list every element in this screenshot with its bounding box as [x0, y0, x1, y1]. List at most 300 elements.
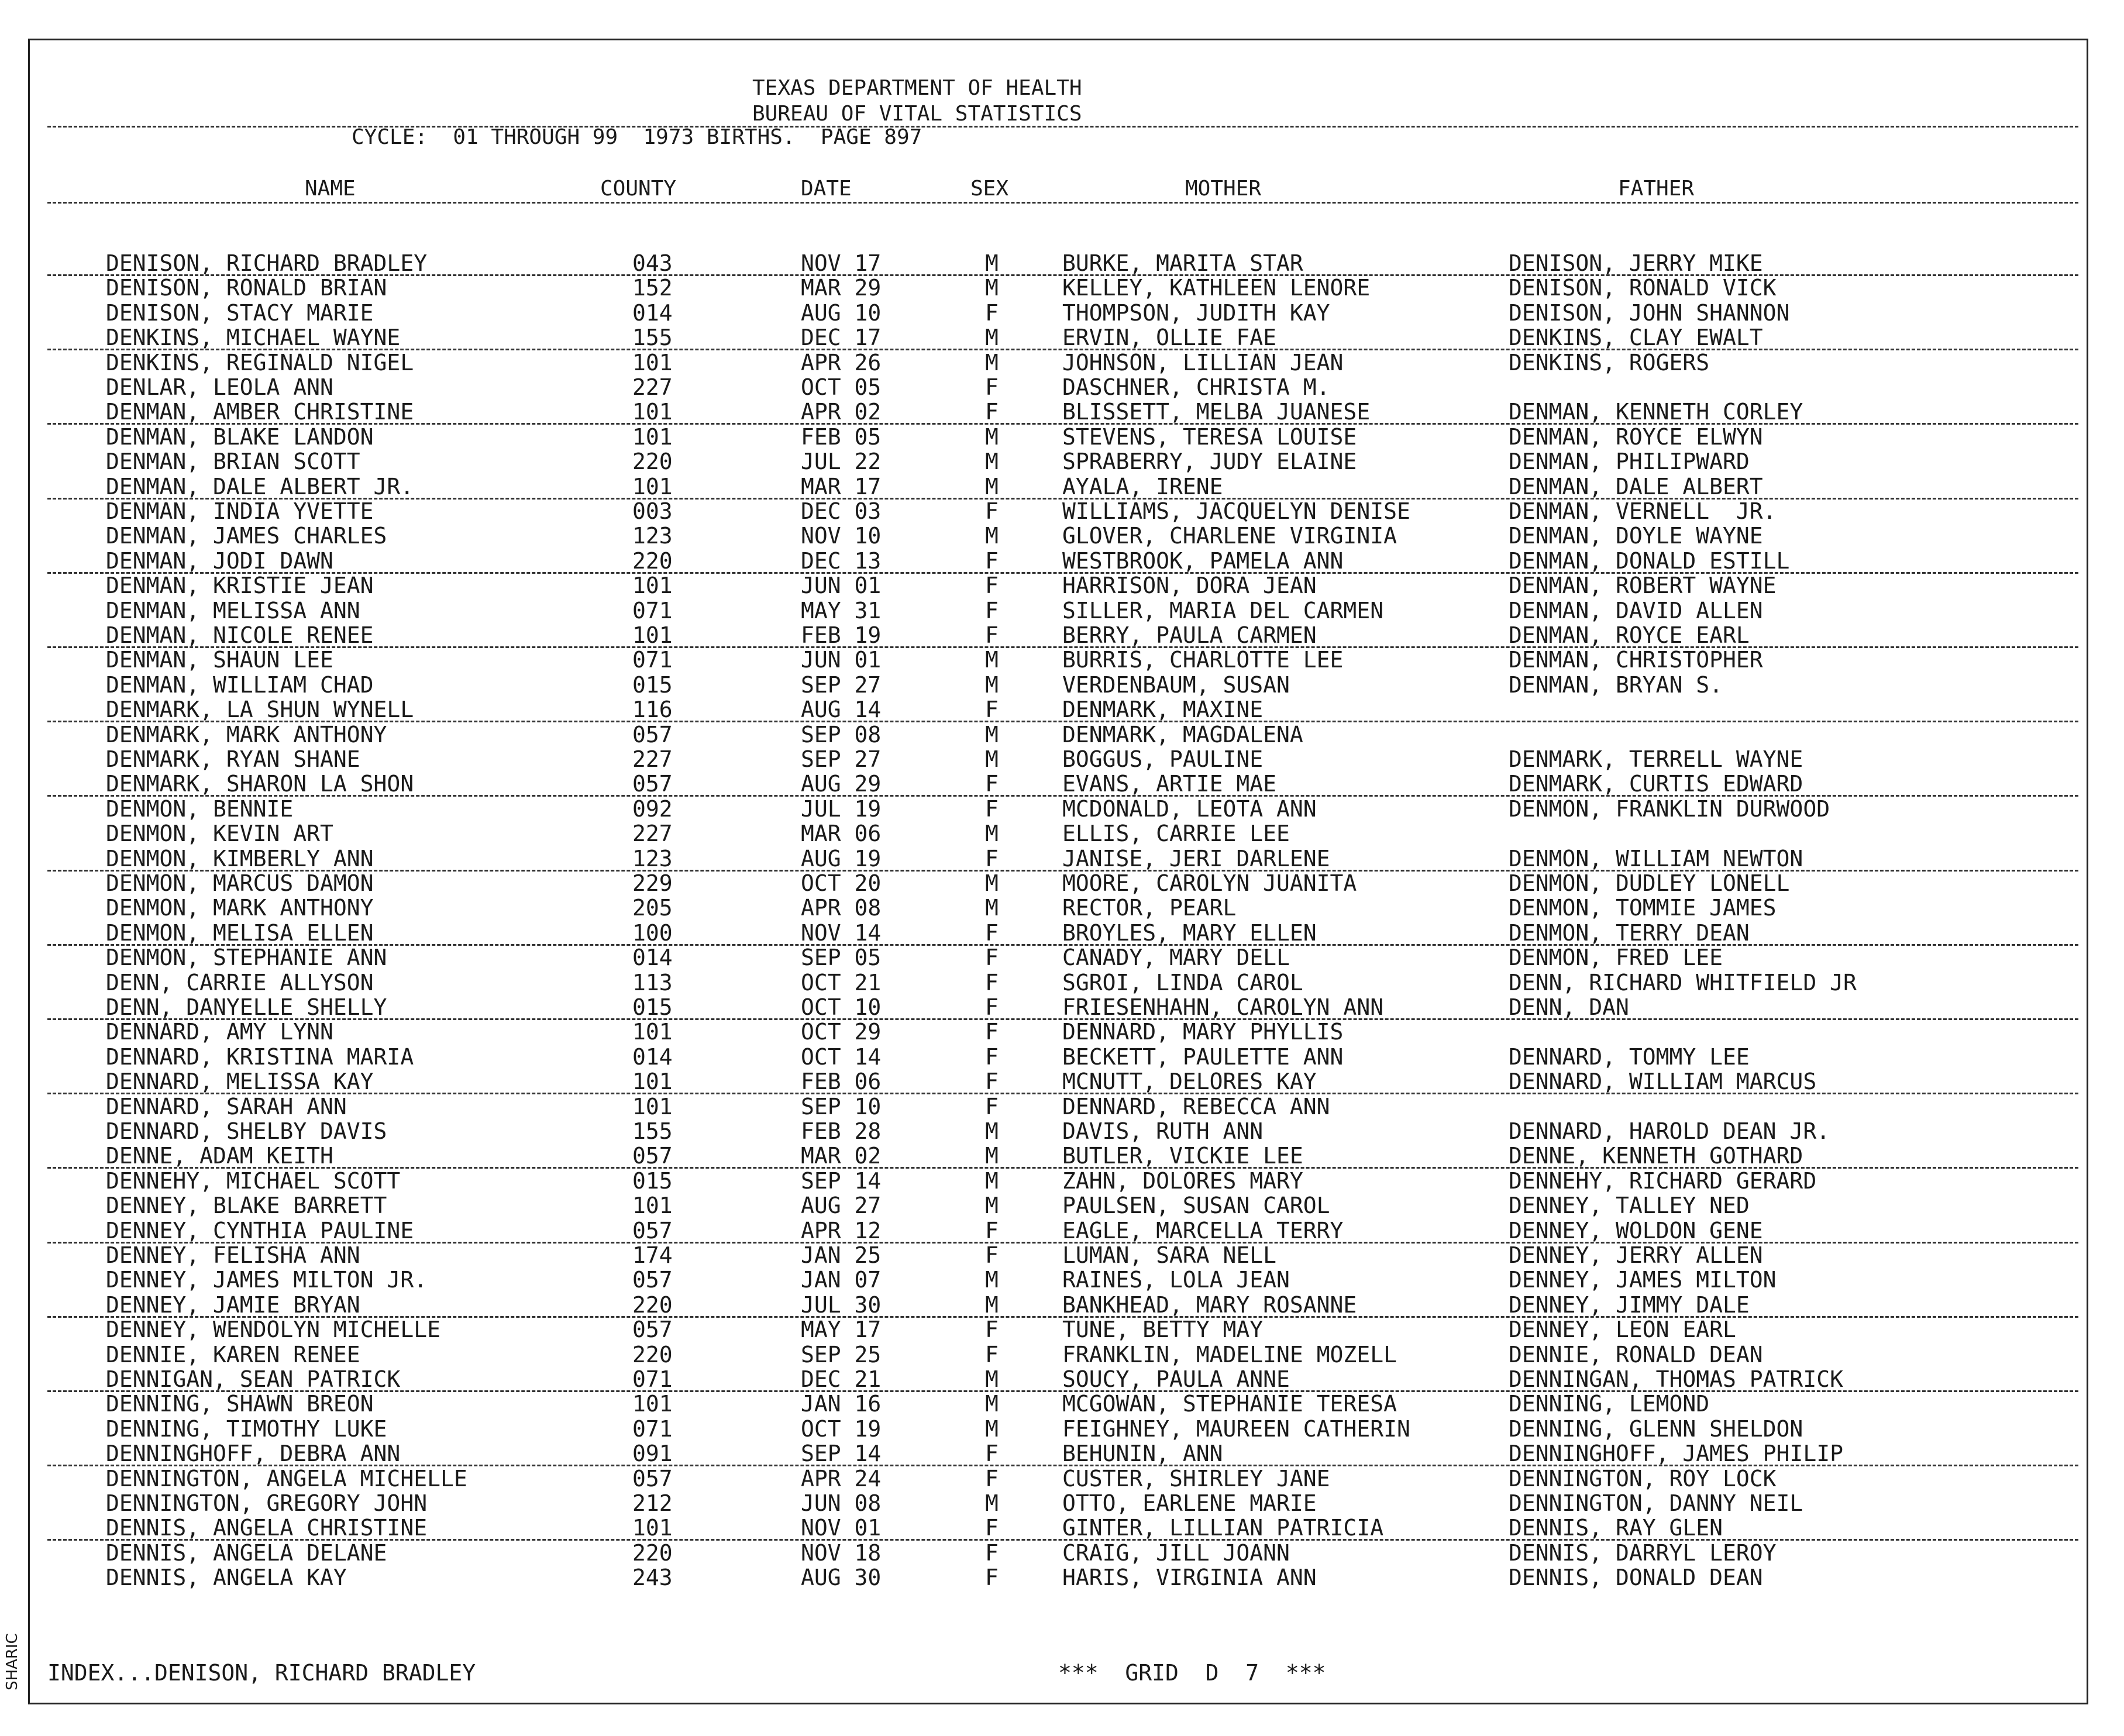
table-row — [30, 821, 2087, 846]
cell-date: AUG 27 — [801, 1193, 882, 1219]
cell-county: 014 — [632, 299, 673, 326]
cell-sex: F — [985, 697, 999, 723]
cell-date: OCT 20 — [801, 870, 882, 896]
cell-date: NOV 01 — [801, 1515, 882, 1541]
cell-sex: F — [985, 1217, 999, 1244]
cell-name: DENMAN, BLAKE LANDON — [106, 423, 374, 450]
cell-county: 014 — [632, 1043, 673, 1070]
cell-county: 220 — [632, 547, 673, 574]
cell-date: DEC 21 — [801, 1366, 882, 1392]
cell-date: JUL 19 — [801, 795, 882, 822]
cell-mother: CRAIG, JILL JOANN — [1062, 1539, 1290, 1566]
cell-father: DENNEY, JIMMY DALE — [1509, 1291, 1750, 1318]
cell-name: DENMON, BENNIE — [106, 795, 294, 822]
cell-name: DENNIS, ANGELA DELANE — [106, 1539, 387, 1566]
cell-sex: F — [985, 1043, 999, 1070]
cell-father: DENNARD, HAROLD DEAN JR. — [1509, 1118, 1830, 1144]
cell-mother: ERVIN, OLLIE FAE — [1062, 325, 1277, 351]
cell-father: DENMON, FRANKLIN DURWOOD — [1509, 795, 1830, 822]
cell-name: DENNEY, JAMES MILTON JR. — [106, 1267, 428, 1293]
table-row — [30, 1293, 2087, 1317]
cell-date: SEP 27 — [801, 671, 882, 698]
cell-mother: ZAHN, DOLORES MARY — [1062, 1167, 1303, 1194]
cell-father: DENNARD, TOMMY LEE — [1509, 1043, 1750, 1070]
cell-date: JUN 01 — [801, 647, 882, 673]
cell-sex: M — [985, 325, 999, 351]
cell-county: 227 — [632, 374, 673, 400]
cell-father: DENISON, JERRY MIKE — [1509, 250, 1763, 276]
cell-county: 101 — [632, 1069, 673, 1095]
cell-county: 071 — [632, 1366, 673, 1392]
table-row — [30, 251, 2087, 275]
cell-county: 101 — [632, 1193, 673, 1219]
cell-county: 101 — [632, 1515, 673, 1541]
cell-county: 229 — [632, 870, 673, 896]
cell-father: DENMON, FRED LEE — [1509, 945, 1723, 971]
cell-name: DENISON, STACY MARIE — [106, 299, 374, 326]
cell-father: DENNIS, DARRYL LEROY — [1509, 1539, 1777, 1566]
cell-father: DENMARK, CURTIS EDWARD — [1509, 771, 1803, 797]
cell-name: DENMON, MARCUS DAMON — [106, 870, 374, 896]
cell-county: 057 — [632, 771, 673, 797]
cell-county: 101 — [632, 349, 673, 376]
cell-county: 003 — [632, 498, 673, 524]
cell-mother: JOHNSON, LILLIAN JEAN — [1062, 349, 1344, 376]
table-row — [30, 1019, 2087, 1044]
cell-county: 043 — [632, 250, 673, 276]
cell-name: DENKINS, MICHAEL WAYNE — [106, 325, 401, 351]
cell-sex: F — [985, 1341, 999, 1368]
cell-sex: M — [985, 349, 999, 376]
cell-county: 015 — [632, 671, 673, 698]
cell-date: OCT 05 — [801, 374, 882, 400]
cell-father: DENNIS, DONALD DEAN — [1509, 1565, 1763, 1591]
cell-sex: M — [985, 746, 999, 772]
cell-date: JUL 30 — [801, 1291, 882, 1318]
cell-name: DENNIS, ANGELA CHRISTINE — [106, 1515, 428, 1541]
cell-mother: ELLIS, CARRIE LEE — [1062, 821, 1290, 847]
table-row — [30, 1218, 2087, 1243]
cell-name: DENMAN, BRIAN SCOTT — [106, 449, 360, 475]
table-row — [30, 1069, 2087, 1094]
table-row — [30, 1143, 2087, 1168]
cell-name: DENMAN, MELISSA ANN — [106, 597, 360, 624]
cell-mother: SILLER, MARIA DEL CARMEN — [1062, 597, 1384, 624]
cell-father: DENNEY, JERRY ALLEN — [1509, 1242, 1763, 1268]
cell-date: DEC 03 — [801, 498, 882, 524]
cell-county: 116 — [632, 697, 673, 723]
cell-name: DENNEHY, MICHAEL SCOTT — [106, 1167, 401, 1194]
cell-sex: M — [985, 1391, 999, 1417]
cell-date: AUG 30 — [801, 1565, 882, 1591]
cell-mother: BERRY, PAULA CARMEN — [1062, 622, 1317, 648]
table-row — [30, 1491, 2087, 1515]
cell-county: 152 — [632, 275, 673, 301]
cell-sex: F — [985, 1019, 999, 1045]
cell-county: 243 — [632, 1565, 673, 1591]
cell-name: DENMARK, MARK ANTHONY — [106, 721, 387, 748]
cell-sex: M — [985, 721, 999, 748]
cell-county: 220 — [632, 449, 673, 475]
cell-sex: F — [985, 299, 999, 326]
side-label — [4, 1620, 21, 1690]
cell-name: DENNINGHOFF, DEBRA ANN — [106, 1441, 401, 1467]
column-header-county: COUNTY — [600, 177, 677, 201]
cell-sex: M — [985, 1490, 999, 1516]
cell-name: DENNIE, KAREN RENEE — [106, 1341, 360, 1368]
column-header-name: NAME — [305, 177, 356, 201]
cell-father: DENNINGTON, DANNY NEIL — [1509, 1490, 1803, 1516]
cell-sex: M — [985, 449, 999, 475]
cell-mother: HARIS, VIRGINIA ANN — [1062, 1565, 1317, 1591]
table-row — [30, 275, 2087, 300]
cell-mother: BANKHEAD, MARY ROSANNE — [1062, 1291, 1357, 1318]
cell-county: 205 — [632, 895, 673, 921]
table-row — [30, 1267, 2087, 1292]
column-header-father: FATHER — [1618, 177, 1695, 201]
cell-date: JAN 25 — [801, 1242, 882, 1268]
cell-father: DENMAN, ROYCE EARL — [1509, 622, 1750, 648]
cell-mother: MCGOWAN, STEPHANIE TERESA — [1062, 1391, 1397, 1417]
cell-name: DENMAN, INDIA YVETTE — [106, 498, 374, 524]
cell-name: DENMAN, WILLIAM CHAD — [106, 671, 374, 698]
cell-father: DENN, RICHARD WHITFIELD JR — [1509, 969, 1857, 996]
cell-county: 227 — [632, 746, 673, 772]
cell-date: FEB 05 — [801, 423, 882, 450]
cell-mother: MCNUTT, DELORES KAY — [1062, 1069, 1317, 1095]
cell-mother: THOMPSON, JUDITH KAY — [1062, 299, 1330, 326]
table-row — [30, 647, 2087, 672]
cell-date: AUG 10 — [801, 299, 882, 326]
cell-name: DENMAN, SHAUN LEE — [106, 647, 333, 673]
table-row — [30, 1094, 2087, 1119]
cell-county: 174 — [632, 1242, 673, 1268]
cell-father: DENNE, KENNETH GOTHARD — [1509, 1143, 1803, 1169]
cell-county: 057 — [632, 1217, 673, 1244]
footer-index: INDEX...DENISON, RICHARD BRADLEY — [47, 1660, 476, 1686]
table-row — [30, 623, 2087, 647]
header-title-2: BUREAU OF VITAL STATISTICS — [752, 102, 1082, 126]
cell-date: NOV 14 — [801, 919, 882, 946]
table-row — [30, 970, 2087, 995]
cell-sex: F — [985, 547, 999, 574]
cell-mother: FRIESENHAHN, CAROLYN ANN — [1062, 994, 1384, 1020]
cell-date: FEB 28 — [801, 1118, 882, 1144]
cell-county: 071 — [632, 647, 673, 673]
cell-date: SEP 10 — [801, 1093, 882, 1120]
cell-mother: WESTBROOK, PAMELA ANN — [1062, 547, 1344, 574]
footer-grid: *** GRID D 7 *** — [1058, 1660, 1326, 1686]
cell-county: 100 — [632, 919, 673, 946]
cell-date: SEP 05 — [801, 945, 882, 971]
cell-name: DENMON, STEPHANIE ANN — [106, 945, 387, 971]
cell-name: DENNARD, AMY LYNN — [106, 1019, 333, 1045]
cell-county: 123 — [632, 523, 673, 549]
cell-father: DENMAN, BRYAN S. — [1509, 671, 1723, 698]
cell-date: MAR 06 — [801, 821, 882, 847]
table-row — [30, 549, 2087, 573]
record-table — [30, 40, 2087, 1703]
table-row — [30, 1119, 2087, 1143]
table-row — [30, 921, 2087, 945]
cell-sex: M — [985, 1366, 999, 1392]
side-label-text: SHARIC — [4, 1633, 21, 1690]
cell-name: DENMARK, SHARON LA SHON — [106, 771, 414, 797]
cell-name: DENLAR, LEOLA ANN — [106, 374, 333, 400]
cell-date: OCT 29 — [801, 1019, 882, 1045]
cell-date: AUG 19 — [801, 845, 882, 872]
cell-date: NOV 18 — [801, 1539, 882, 1566]
cell-mother: DENNARD, MARY PHYLLIS — [1062, 1019, 1344, 1045]
cell-sex: M — [985, 1267, 999, 1293]
table-row — [30, 1466, 2087, 1491]
cell-mother: GINTER, LILLIAN PATRICIA — [1062, 1515, 1384, 1541]
table-row — [30, 1417, 2087, 1441]
cell-name: DENNARD, SHELBY DAVIS — [106, 1118, 387, 1144]
cell-sex: F — [985, 1539, 999, 1566]
table-row — [30, 1342, 2087, 1367]
cell-father: DENNEY, TALLEY NED — [1509, 1193, 1750, 1219]
cell-name: DENNINGTON, ANGELA MICHELLE — [106, 1465, 467, 1492]
cell-sex: M — [985, 523, 999, 549]
cell-name: DENNEY, BLAKE BARRETT — [106, 1193, 387, 1219]
cell-name: DENNINGTON, GREGORY JOHN — [106, 1490, 428, 1516]
cell-name: DENNARD, SARAH ANN — [106, 1093, 347, 1120]
table-row — [30, 399, 2087, 424]
cell-date: APR 24 — [801, 1465, 882, 1492]
cell-name: DENMARK, LA SHUN WYNELL — [106, 697, 414, 723]
cell-mother: BECKETT, PAULETTE ANN — [1062, 1043, 1344, 1070]
cell-mother: KELLEY, KATHLEEN LENORE — [1062, 275, 1371, 301]
cell-date: JUL 22 — [801, 449, 882, 475]
cell-sex: M — [985, 1291, 999, 1318]
cell-father: DENN, DAN — [1509, 994, 1629, 1020]
cell-name: DENMON, MARK ANTHONY — [106, 895, 374, 921]
cell-name: DENMAN, JAMES CHARLES — [106, 523, 387, 549]
cell-date: APR 12 — [801, 1217, 882, 1244]
column-header-date: DATE — [801, 177, 852, 201]
cell-mother: LUMAN, SARA NELL — [1062, 1242, 1277, 1268]
cell-father: DENKINS, CLAY EWALT — [1509, 325, 1763, 351]
cell-name: DENNE, ADAM KEITH — [106, 1143, 333, 1169]
cell-sex: M — [985, 647, 999, 673]
cell-name: DENNARD, MELISSA KAY — [106, 1069, 374, 1095]
cell-sex: F — [985, 1317, 999, 1343]
cell-mother: STEVENS, TERESA LOUISE — [1062, 423, 1357, 450]
cell-sex: M — [985, 671, 999, 698]
cell-mother: GLOVER, CHARLENE VIRGINIA — [1062, 523, 1397, 549]
cell-name: DENMON, MELISA ELLEN — [106, 919, 374, 946]
cell-sex: F — [985, 1515, 999, 1541]
cell-date: APR 08 — [801, 895, 882, 921]
cell-county: 212 — [632, 1490, 673, 1516]
cell-name: DENMAN, KRISTIE JEAN — [106, 573, 374, 599]
cell-date: FEB 19 — [801, 622, 882, 648]
cell-mother: RAINES, LOLA JEAN — [1062, 1267, 1290, 1293]
cell-date: SEP 25 — [801, 1341, 882, 1368]
cell-date: JUN 01 — [801, 573, 882, 599]
table-row — [30, 375, 2087, 399]
cell-county: 227 — [632, 821, 673, 847]
cell-name: DENMAN, JODI DAWN — [106, 547, 333, 574]
cell-mother: SGROI, LINDA CAROL — [1062, 969, 1303, 996]
cell-name: DENNING, SHAWN BREON — [106, 1391, 374, 1417]
cell-date: NOV 17 — [801, 250, 882, 276]
table-row — [30, 1367, 2087, 1391]
cell-sex: M — [985, 1415, 999, 1442]
cell-county: 220 — [632, 1539, 673, 1566]
cell-date: MAY 31 — [801, 597, 882, 624]
cell-sex: F — [985, 919, 999, 946]
cell-name: DENMARK, RYAN SHANE — [106, 746, 360, 772]
cell-mother: EAGLE, MARCELLA TERRY — [1062, 1217, 1344, 1244]
cell-father: DENMAN, DALE ALBERT — [1509, 473, 1763, 500]
cell-mother: DASCHNER, CHRISTA M. — [1062, 374, 1330, 400]
cell-county: 071 — [632, 1415, 673, 1442]
cell-county: 101 — [632, 399, 673, 425]
cell-date: APR 02 — [801, 399, 882, 425]
table-row — [30, 1391, 2087, 1416]
cell-date: MAR 17 — [801, 473, 882, 500]
cell-mother: BUTLER, VICKIE LEE — [1062, 1143, 1303, 1169]
cell-date: OCT 14 — [801, 1043, 882, 1070]
cell-name: DENNEY, FELISHA ANN — [106, 1242, 360, 1268]
table-row — [30, 871, 2087, 895]
table-row — [30, 523, 2087, 548]
table-row — [30, 1045, 2087, 1069]
cell-father: DENMON, TOMMIE JAMES — [1509, 895, 1777, 921]
cell-county: 015 — [632, 1167, 673, 1194]
cell-date: APR 26 — [801, 349, 882, 376]
cell-sex: F — [985, 945, 999, 971]
cell-date: SEP 14 — [801, 1441, 882, 1467]
cell-mother: BURRIS, CHARLOTTE LEE — [1062, 647, 1344, 673]
table-row — [30, 1193, 2087, 1218]
cell-mother: OTTO, EARLENE MARIE — [1062, 1490, 1317, 1516]
cell-sex: F — [985, 1069, 999, 1095]
cell-mother: MCDONALD, LEOTA ANN — [1062, 795, 1317, 822]
cell-date: JAN 16 — [801, 1391, 882, 1417]
cell-county: 220 — [632, 1341, 673, 1368]
cell-mother: BOGGUS, PAULINE — [1062, 746, 1264, 772]
cell-mother: SPRABERRY, JUDY ELAINE — [1062, 449, 1357, 475]
cell-father: DENMON, TERRY DEAN — [1509, 919, 1750, 946]
cell-county: 101 — [632, 1019, 673, 1045]
table-row — [30, 1317, 2087, 1342]
cell-mother: DAVIS, RUTH ANN — [1062, 1118, 1264, 1144]
cell-sex: M — [985, 870, 999, 896]
cell-date: AUG 14 — [801, 697, 882, 723]
cell-sex: F — [985, 994, 999, 1020]
cell-county: 101 — [632, 423, 673, 450]
cell-mother: WILLIAMS, JACQUELYN DENISE — [1062, 498, 1410, 524]
table-row — [30, 1441, 2087, 1466]
cell-mother: HARRISON, DORA JEAN — [1062, 573, 1317, 599]
cell-county: 101 — [632, 573, 673, 599]
cell-county: 155 — [632, 325, 673, 351]
cell-father: DENNING, LEMOND — [1509, 1391, 1710, 1417]
cell-mother: CUSTER, SHIRLEY JANE — [1062, 1465, 1330, 1492]
cell-mother: TUNE, BETTY MAY — [1062, 1317, 1264, 1343]
table-row — [30, 301, 2087, 325]
table-row — [30, 895, 2087, 920]
cell-county: 092 — [632, 795, 673, 822]
table-row — [30, 573, 2087, 598]
cell-father: DENMON, WILLIAM NEWTON — [1509, 845, 1803, 872]
cell-sex: F — [985, 597, 999, 624]
table-row — [30, 945, 2087, 970]
cell-date: OCT 19 — [801, 1415, 882, 1442]
cell-county: 155 — [632, 1118, 673, 1144]
cell-name: DENNARD, KRISTINA MARIA — [106, 1043, 414, 1070]
cell-sex: F — [985, 1565, 999, 1591]
cell-county: 015 — [632, 994, 673, 1020]
cell-sex: F — [985, 1465, 999, 1492]
cell-name: DENNIGAN, SEAN PATRICK — [106, 1366, 401, 1392]
cell-date: DEC 13 — [801, 547, 882, 574]
cell-date: MAY 17 — [801, 1317, 882, 1343]
cell-county: 071 — [632, 597, 673, 624]
cell-mother: DENNARD, REBECCA ANN — [1062, 1093, 1330, 1120]
cell-name: DENMON, KEVIN ART — [106, 821, 333, 847]
cell-father: DENMAN, DONALD ESTILL — [1509, 547, 1790, 574]
cell-father: DENNING, GLENN SHELDON — [1509, 1415, 1803, 1442]
table-row — [30, 797, 2087, 821]
cell-name: DENMAN, DALE ALBERT JR. — [106, 473, 414, 500]
cell-father: DENNINGTON, ROY LOCK — [1509, 1465, 1777, 1492]
cell-date: OCT 21 — [801, 969, 882, 996]
cell-sex: F — [985, 1093, 999, 1120]
cell-county: 091 — [632, 1441, 673, 1467]
cell-name: DENISON, RONALD BRIAN — [106, 275, 387, 301]
table-row — [30, 449, 2087, 474]
cell-sex: F — [985, 498, 999, 524]
cell-sex: M — [985, 895, 999, 921]
cell-father: DENMAN, ROBERT WAYNE — [1509, 573, 1777, 599]
table-row — [30, 325, 2087, 350]
cell-sex: F — [985, 795, 999, 822]
cell-sex: F — [985, 969, 999, 996]
cell-father: DENMAN, ROYCE ELWYN — [1509, 423, 1763, 450]
cell-county: 057 — [632, 1267, 673, 1293]
cell-county: 057 — [632, 1465, 673, 1492]
cell-name: DENNEY, WENDOLYN MICHELLE — [106, 1317, 440, 1343]
cell-father: DENISON, JOHN SHANNON — [1509, 299, 1790, 326]
cell-mother: DENMARK, MAXINE — [1062, 697, 1264, 723]
cell-father: DENMAN, KENNETH CORLEY — [1509, 399, 1803, 425]
cell-mother: BROYLES, MARY ELLEN — [1062, 919, 1317, 946]
cell-father: DENNIE, RONALD DEAN — [1509, 1341, 1763, 1368]
cell-father: DENMON, DUDLEY LONELL — [1509, 870, 1790, 896]
cell-name: DENKINS, REGINALD NIGEL — [106, 349, 414, 376]
cell-mother: BLISSETT, MELBA JUANESE — [1062, 399, 1371, 425]
cell-county: 101 — [632, 622, 673, 648]
cell-county: 101 — [632, 1391, 673, 1417]
cell-name: DENNING, TIMOTHY LUKE — [106, 1415, 387, 1442]
column-header-sex: SEX — [970, 177, 1009, 201]
table-row — [30, 1169, 2087, 1193]
table-row — [30, 1243, 2087, 1267]
column-header-mother: MOTHER — [1185, 177, 1262, 201]
cell-name: DENNEY, CYNTHIA PAULINE — [106, 1217, 414, 1244]
cell-date: MAR 02 — [801, 1143, 882, 1169]
cell-date: MAR 29 — [801, 275, 882, 301]
cell-name: DENMAN, NICOLE RENEE — [106, 622, 374, 648]
cell-date: AUG 29 — [801, 771, 882, 797]
cell-mother: CANADY, MARY DELL — [1062, 945, 1290, 971]
cell-sex: F — [985, 845, 999, 872]
cell-date: JUN 08 — [801, 1490, 882, 1516]
